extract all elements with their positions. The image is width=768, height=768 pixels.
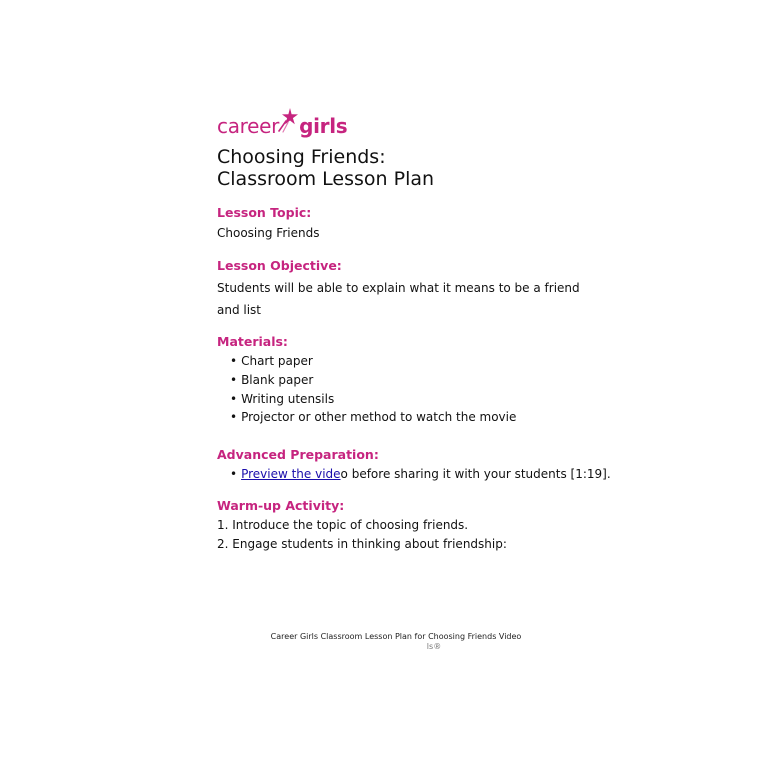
list-item: • Writing utensils <box>230 391 335 406</box>
career-girls-logo <box>217 106 697 136</box>
lesson-topic-section <box>217 205 697 242</box>
lesson-objective-heading: Lesson Objective: <box>217 258 342 273</box>
list-item: 2. Engage students in thinking about friendship: <box>217 536 507 551</box>
advanced-preparation-heading: Advanced Preparation: <box>217 447 379 463</box>
materials-section <box>217 334 697 427</box>
bullet-icon: • <box>230 372 238 387</box>
lesson-topic-text: Choosing Friends <box>217 226 320 240</box>
logo-career-text: career <box>217 114 280 138</box>
list-item: • Chart paper <box>230 354 313 368</box>
page-footer <box>0 632 768 652</box>
title-line-2: Classroom Lesson Plan <box>217 168 435 190</box>
bullet-icon: • <box>230 467 238 482</box>
lesson-plan-page <box>217 106 697 554</box>
lesson-topic-heading: Lesson Topic: <box>217 205 312 220</box>
bullet-icon: • <box>230 391 238 406</box>
advanced-preparation-text: o before sharing it with your students [1:19]. <box>340 467 611 482</box>
advanced-preparation-list <box>217 465 697 484</box>
footer-line-2: ls® <box>426 642 442 651</box>
bullet-icon: • <box>230 354 238 368</box>
list-item: • Projector or other method to watch the movie <box>230 410 517 425</box>
footer-line-1: Career Girls Classroom Lesson Plan for Choosing Friends Video <box>270 632 522 641</box>
lesson-objective-section <box>217 258 697 321</box>
lesson-objective-line-2: and list <box>217 303 262 317</box>
preview-video-link[interactable]: Preview the vide <box>241 467 341 482</box>
list-item: 1. Introduce the topic of choosing friends. <box>217 517 469 532</box>
logo-girls-text: girls <box>299 114 348 138</box>
bullet-icon: • <box>230 410 238 425</box>
warmup-list <box>217 516 697 554</box>
title-line-1: Choosing Friends: <box>217 146 386 168</box>
warmup-heading: Warm-up Activity: <box>217 497 345 513</box>
page-title <box>217 146 697 190</box>
list-item <box>230 465 697 484</box>
lesson-objective-line-1: Students will be able to explain what it means to be a friend <box>217 281 580 295</box>
materials-heading: Materials: <box>217 334 288 349</box>
list-item: • Blank paper <box>230 372 314 387</box>
materials-list <box>217 352 697 427</box>
warmup-section <box>217 498 697 554</box>
advanced-preparation-section <box>217 447 697 484</box>
star-icon <box>276 107 300 133</box>
